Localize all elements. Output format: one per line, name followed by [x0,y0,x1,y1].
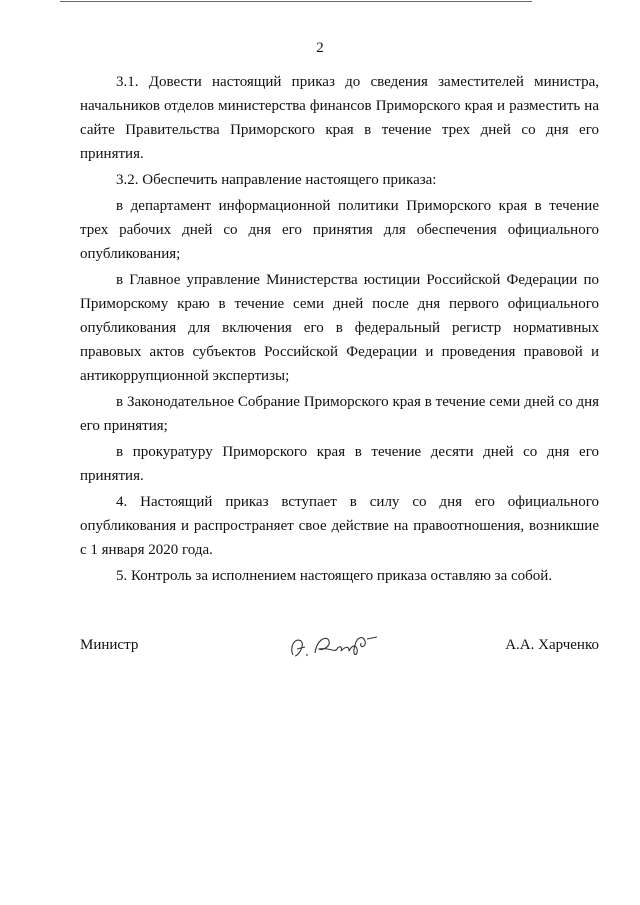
signature-block [80,635,599,665]
handwritten-signature [285,625,395,665]
paragraph-recipient-justice: в Главное управление Министерства юстиции Российской Федерации по Приморскому краю в течение семи дней после дня первого официального опубликования для включения его в федеральный регистр нормативных правовых актов субъектов Российской Федерации и проведения правовой и антикоррупционной экспертизы; [80,272,599,384]
document-body [80,70,599,590]
paragraph-3-2: 3.2. Обеспечить направление настоящего приказа: [116,172,437,188]
paragraph-3-1: 3.1. Довести настоящий приказ до сведения заместителей министра, начальников отделов министерства финансов Приморского края и разместить на сайте Правительства Приморского края в течение трех дней со дня его принятия. [80,74,599,162]
paragraph-recipient-legislature: в Законодательное Собрание Приморского края в течение семи дней со дня его принятия; [80,394,599,434]
paragraph-recipient-info-policy: в департамент информационной политики Приморского края в течение трех рабочих дней со дня его принятия для обеспечения официального опубликования; [80,198,599,262]
paragraph-4: 4. Настоящий приказ вступает в силу со дня его официального опубликования и распространяет свое действие на правоотношения, возникшие с 1 января 2020 года. [80,494,599,558]
paragraph-recipient-prosecutor: в прокуратуру Приморского края в течение десяти дней со дня его принятия. [80,444,599,484]
page-number: 2 [316,40,324,56]
paragraph-5: 5. Контроль за исполнением настоящего приказа оставляю за собой. [116,568,553,584]
top-rule [60,1,532,2]
signatory-title: Министр [80,637,139,653]
signatory-name: А.А. Харченко [505,637,599,653]
